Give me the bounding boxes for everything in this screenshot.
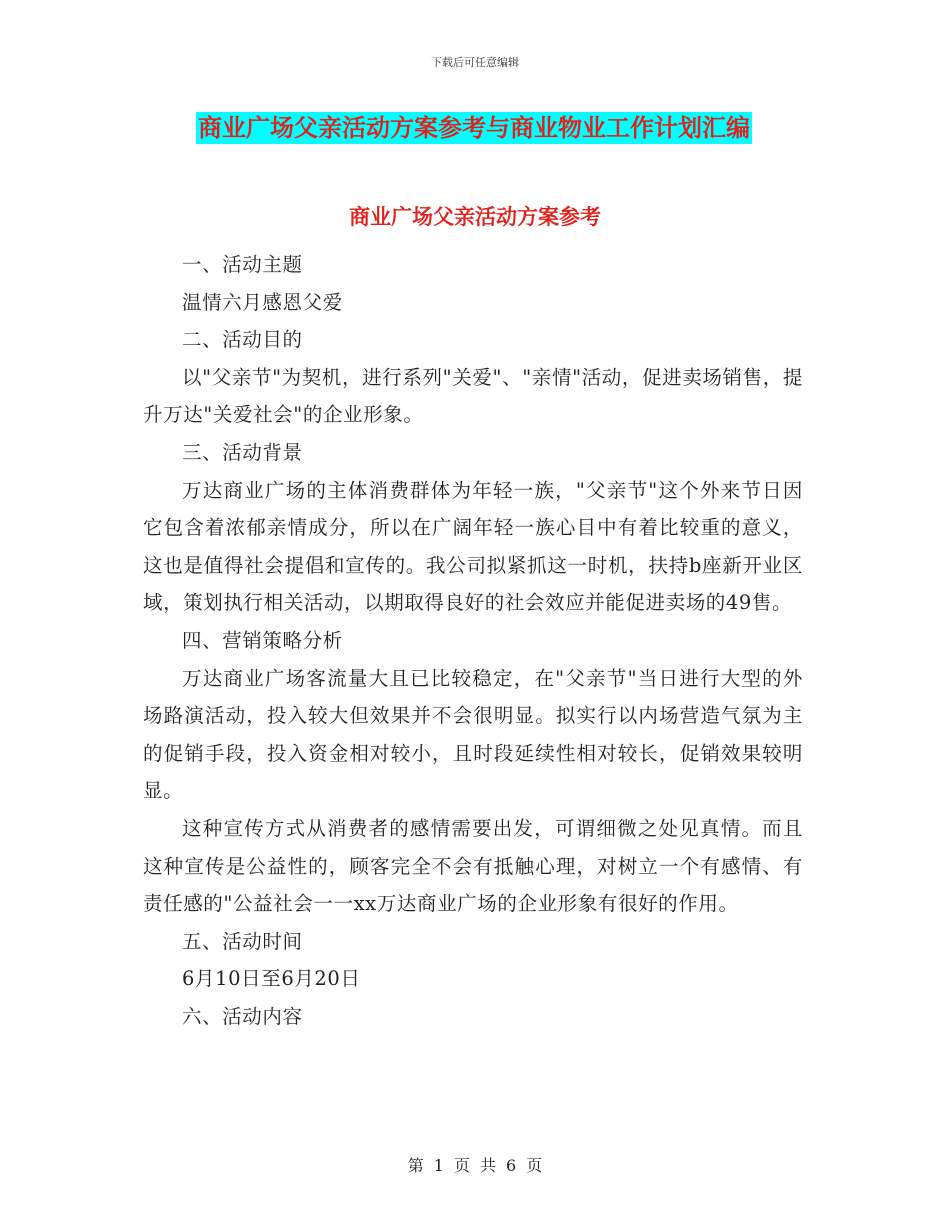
footer-suffix: 页 [526,1156,543,1175]
paragraph: 一、活动主题 [182,253,303,276]
paragraph: 二、活动目的 [182,328,303,352]
section-title: 商业广场父亲活动方案参考 [349,205,601,229]
page-number: 1 [433,1156,444,1175]
footer-total-prefix: 共 [480,1156,497,1175]
footer-mid: 页 [453,1156,470,1175]
paragraph: 这种宣传方式从消费者的感情需要出发，可谓细微之处见真情。而且这种宣传是公益性的，顾客完全不会有抵触心理，对树立一个有感情、有责任感的"公益社会一一xx万达商业广场的企业形象有很好的作用。 [143,816,803,916]
document-title: 商业广场父亲活动方案参考与商业物业工作计划汇编 [198,114,750,142]
paragraph: 三、活动背景 [182,440,303,464]
paragraph: 万达商业广场的主体消费群体为年轻一族，"父亲节"这个外来节日因它包含着浓郁亲情成分，所以在广阔年轻一族心目中有着比较重的意义，这也是值得社会提倡和宣传的。我公司拟紧抓这一时机，扶持b座新开业区域，策划执行相关活动，以期取得良好的社会效应并能促进卖场的49售。 [143,478,803,615]
page-footer [0,1153,950,1176]
paragraph: 温情六月感恩父爱 [182,290,343,314]
document-body [143,246,803,1035]
paragraph: 万达商业广场客流量大且已比较稳定，在"父亲节"当日进行大型的外场路演活动，投入较大但效果并不会很明显。拟实行以内场营造气氛为主的促销手段，投入资金相对较小，且时段延续性相对较长，促销效果较明显。 [143,666,803,803]
footer-prefix: 第 [407,1156,424,1175]
paragraph: 五、活动时间 [182,929,303,953]
paragraph: 四、营销策略分析 [182,628,343,652]
paragraph: 六、活动内容 [182,1004,303,1028]
paragraph: 以"父亲节"为契机，进行系列"关爱"、"亲情"活动，促进卖场销售，提升万达"关爱社会"的企业形象。 [143,365,803,427]
paragraph: 6月10日至6月20日 [182,967,361,991]
header-note: 下载后可任意编辑 [431,56,519,69]
total-pages: 6 [506,1156,517,1175]
